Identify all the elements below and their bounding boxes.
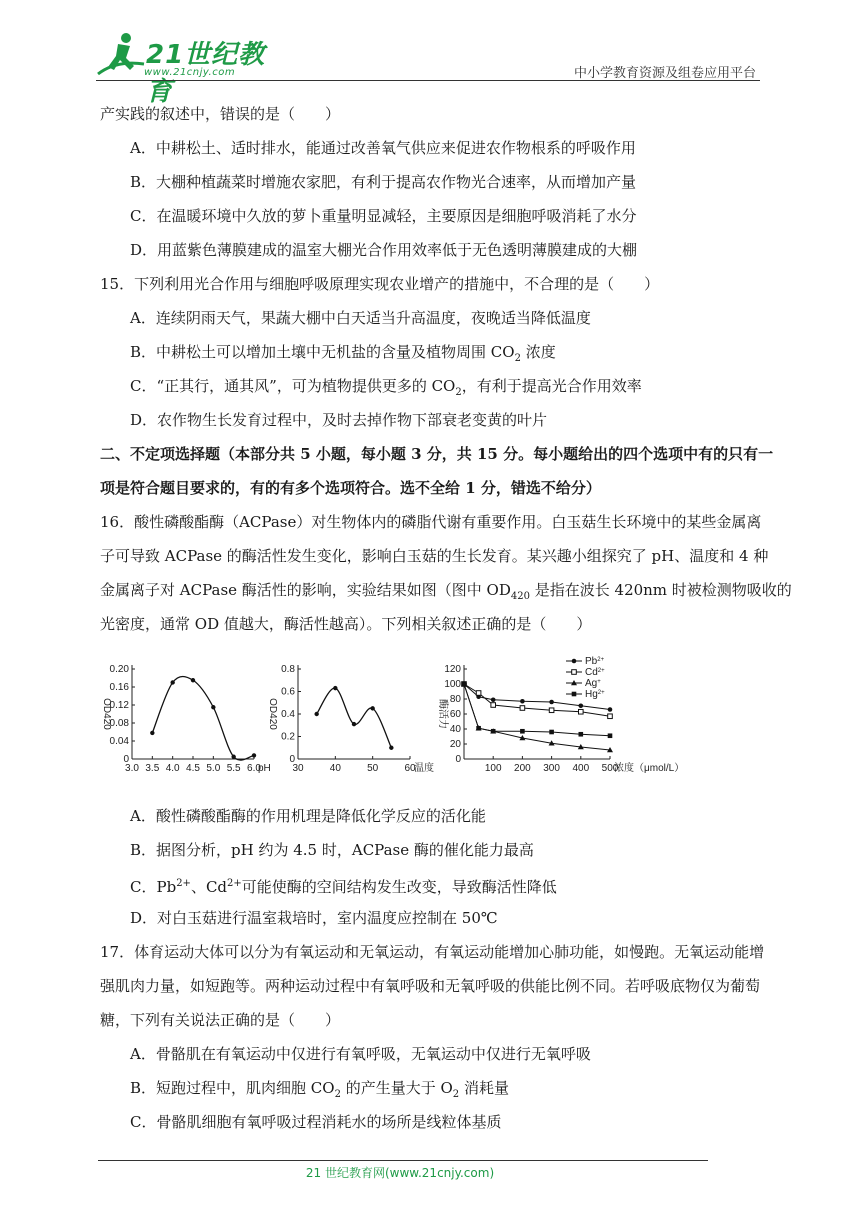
q16-stem-line2: 子可导致 ACPase 的酶活性发生变化，影响白玉菇的生长发育。某兴趣小组探究了 pH、温度和 4 种 bbox=[100, 547, 769, 565]
q16-stem-line1: 16．酸性磷酸酯酶（ACPase）对生物体内的磷脂代谢有重要作用。白玉菇生长环境中的某些金属离 bbox=[100, 513, 762, 531]
y-tick-label: 0.08 bbox=[109, 718, 129, 729]
metal-ion-chart bbox=[437, 656, 684, 774]
y-tick-label: 60 bbox=[449, 709, 461, 720]
data-point bbox=[370, 706, 374, 710]
data-point bbox=[314, 712, 318, 716]
legend-marker bbox=[572, 659, 577, 664]
series-point bbox=[549, 708, 554, 713]
logo-title: 21世纪教育 bbox=[146, 40, 266, 107]
x-tick-label: 3.0 bbox=[125, 763, 139, 774]
legend-label: $Hg^{2+}$ bbox=[585, 689, 605, 700]
series-point bbox=[462, 682, 467, 687]
x-tick-label: 3.5 bbox=[145, 763, 160, 774]
data-point bbox=[352, 722, 356, 726]
q16-option-a: A．酸性磷酸酯酶的作用机理是降低化学反应的活化能 bbox=[130, 807, 486, 825]
legend-label: $Pb^{2+}$ bbox=[585, 656, 605, 667]
page-header bbox=[0, 0, 860, 107]
legend-marker bbox=[572, 670, 577, 675]
data-point bbox=[150, 731, 154, 735]
q15-option-c: C．“正其行，通其风”，可为植物提供更多的 $CO_2$，有利于提高光合作用效率 bbox=[130, 377, 642, 398]
data-point bbox=[231, 755, 235, 759]
series-point bbox=[491, 697, 496, 702]
q17-stem-line2: 强肌肉力量，如短跑等。两种运动过程中有氧呼吸和无氧呼吸的供能比例不同。若呼吸底物仅为葡萄 bbox=[100, 977, 761, 995]
q14-option-c: C．在温暖环境中久放的萝卜重量明显减轻，主要原因是细胞呼吸消耗了水分 bbox=[130, 207, 637, 225]
y-axis-label: OD420 bbox=[267, 698, 278, 730]
x-tick-label: 500 bbox=[601, 763, 619, 774]
q17-option-b: B．短跑过程中，肌肉细胞 $CO_2$ 的产生量大于 $O_2$ 消耗量 bbox=[130, 1079, 509, 1100]
series-point bbox=[579, 732, 584, 737]
series-point bbox=[549, 700, 554, 705]
series-point bbox=[520, 729, 525, 734]
footer-text[interactable]: 21 世纪教育网(www.21cnjy.com) bbox=[305, 1166, 495, 1180]
y-tick-label: 0 bbox=[289, 754, 295, 765]
ph-chart bbox=[101, 664, 271, 774]
q14-option-b: B．大棚种植蔬菜时增施农家肥，有利于提高农作物光合速率，从而增加产量 bbox=[130, 173, 637, 191]
y-tick-label: 0.04 bbox=[109, 736, 129, 747]
section-heading-line1: 二、不定项选择题（本部分共 5 小题，每小题 3 分，共 15 分。每小题给出的四个选项中有的只有一 bbox=[100, 445, 774, 463]
x-tick-label: 6.0 bbox=[247, 763, 261, 774]
x-tick-label: 300 bbox=[543, 763, 560, 774]
q16-option-b: B．据图分析，pH 约为 4.5 时，ACPase 酶的催化能力最高 bbox=[130, 841, 534, 859]
series-point bbox=[608, 707, 613, 712]
site-logo[interactable] bbox=[96, 30, 266, 107]
section-heading-line2: 项是符合题目要求的，有的有多个选项符合。选不全给 1 分，错选不给分） bbox=[100, 479, 601, 497]
q17-option-c: C．骨骼肌细胞有氧呼吸过程消耗水的场所是线粒体基质 bbox=[130, 1113, 502, 1131]
y-tick-label: 0.12 bbox=[109, 700, 129, 711]
legend-label: Ag+ bbox=[585, 678, 601, 689]
data-curve bbox=[152, 677, 254, 761]
y-tick-label: 80 bbox=[449, 694, 461, 705]
x-tick-label: 4.0 bbox=[165, 763, 180, 774]
series-point bbox=[491, 729, 496, 734]
data-point bbox=[389, 746, 393, 750]
enzyme-activity-figure bbox=[96, 655, 696, 785]
y-tick-label: 0.16 bbox=[109, 682, 129, 693]
y-tick-label: 0.8 bbox=[281, 664, 295, 675]
data-curve bbox=[317, 688, 392, 748]
x-tick-label: 5.0 bbox=[206, 763, 221, 774]
x-tick-label: 30 bbox=[292, 763, 304, 774]
logo-url: www.21cnjy.com bbox=[144, 67, 236, 78]
x-tick-label: 100 bbox=[484, 763, 502, 774]
y-tick-label: 20 bbox=[449, 739, 461, 750]
y-tick-label: 120 bbox=[444, 664, 461, 675]
q14-stem: 产实践的叙述中，错误的是（ ） bbox=[100, 105, 341, 123]
y-axis-label: OD420 bbox=[101, 698, 112, 730]
q16-stem-line4: 光密度，通常 OD 值越大，酶活性越高）。下列相关叙述正确的是（ ） bbox=[100, 615, 592, 633]
q14-option-a: A．中耕松土、适时排水，能通过改善氧气供应来促进农作物根系的呼吸作用 bbox=[130, 139, 636, 157]
q17-option-a: A．骨骼肌在有氧运动中仅进行有氧呼吸，无氧运动中仅进行无氧呼吸 bbox=[130, 1045, 591, 1063]
series-point bbox=[491, 703, 496, 708]
series-point bbox=[579, 703, 584, 708]
q15-option-b: B．中耕松土可以增加土壤中无机盐的含量及植物周围 $CO_2$ 浓度 bbox=[130, 343, 556, 364]
data-point bbox=[333, 686, 337, 690]
q14-option-d: D．用蓝紫色薄膜建成的温室大棚光合作用效率低于无色透明薄膜建成的大棚 bbox=[130, 241, 638, 259]
x-tick-label: 50 bbox=[367, 763, 379, 774]
x-tick-label: 200 bbox=[514, 763, 531, 774]
header-divider bbox=[96, 80, 760, 81]
y-tick-label: 40 bbox=[449, 724, 461, 735]
series-point bbox=[520, 699, 525, 704]
data-point bbox=[191, 678, 195, 682]
series-point bbox=[476, 691, 481, 696]
q16-option-c: C．$Pb^{2+}$、$Cd^{2+}$可能使酶的空间结构发生改变，导致酶活性降低 bbox=[130, 878, 557, 896]
q15-stem: 15．下列利用光合作用与细胞呼吸原理实现农业增产的措施中，不合理的是（ ） bbox=[100, 275, 660, 293]
y-axis-label: 酶活力 bbox=[437, 699, 448, 729]
runner-logo-icon bbox=[96, 30, 148, 78]
q17-stem-line3: 糖，下列有关说法正确的是（ ） bbox=[100, 1011, 341, 1029]
y-tick-label: 0.2 bbox=[281, 731, 295, 743]
q15-option-a: A．连续阴雨天气，果蔬大棚中白天适当升高温度，夜晚适当降低温度 bbox=[130, 309, 591, 327]
q16-stem-line3: 金属离子对 ACPase 酶活性的影响，实验结果如图（图中 $OD_{420}$ 是指在波长 420nm 时被检测物吸收的 bbox=[100, 581, 792, 602]
series-point bbox=[608, 733, 613, 738]
series-point bbox=[579, 709, 584, 714]
series-point bbox=[520, 706, 525, 711]
data-point bbox=[211, 705, 215, 709]
legend-label: $Cd^{2+}$ bbox=[585, 667, 605, 678]
x-tick-label: 5.5 bbox=[226, 763, 241, 774]
x-axis-label: 温度 bbox=[414, 763, 434, 774]
x-tick-label: 400 bbox=[572, 763, 590, 774]
platform-name: 中小学教育资源及组卷应用平台 bbox=[573, 66, 756, 81]
y-tick-label: 0 bbox=[455, 754, 461, 765]
series-point bbox=[549, 730, 554, 735]
x-axis-label: pH bbox=[258, 763, 271, 774]
x-tick-label: 60 bbox=[404, 763, 416, 774]
series-point bbox=[608, 714, 613, 719]
y-tick-label: 0.20 bbox=[109, 664, 129, 675]
data-point bbox=[170, 680, 174, 684]
data-point bbox=[252, 753, 256, 757]
x-tick-label: 40 bbox=[329, 763, 341, 774]
q15-option-d: D．农作物生长发育过程中，及时去掉作物下部衰老变黄的叶片 bbox=[130, 411, 548, 429]
y-tick-label: 0 bbox=[123, 754, 129, 765]
temperature-chart bbox=[267, 664, 434, 774]
y-tick-label: 100 bbox=[444, 679, 461, 690]
q17-stem-line1: 17．体育运动大体可以分为有氧运动和无氧运动，有氧运动能增加心肺功能，如慢跑。无氧运动能增 bbox=[100, 943, 765, 961]
y-tick-label: 0.6 bbox=[281, 686, 295, 698]
series-point bbox=[476, 726, 481, 731]
legend-marker bbox=[572, 692, 577, 697]
footer-divider bbox=[98, 1160, 708, 1161]
y-tick-label: 0.4 bbox=[281, 709, 295, 720]
x-axis-label: 浓度（μmol/L） bbox=[614, 763, 685, 774]
x-tick-label: 4.5 bbox=[186, 763, 200, 774]
q16-option-d: D．对白玉菇进行温室栽培时，室内温度应控制在 50℃ bbox=[130, 909, 498, 927]
